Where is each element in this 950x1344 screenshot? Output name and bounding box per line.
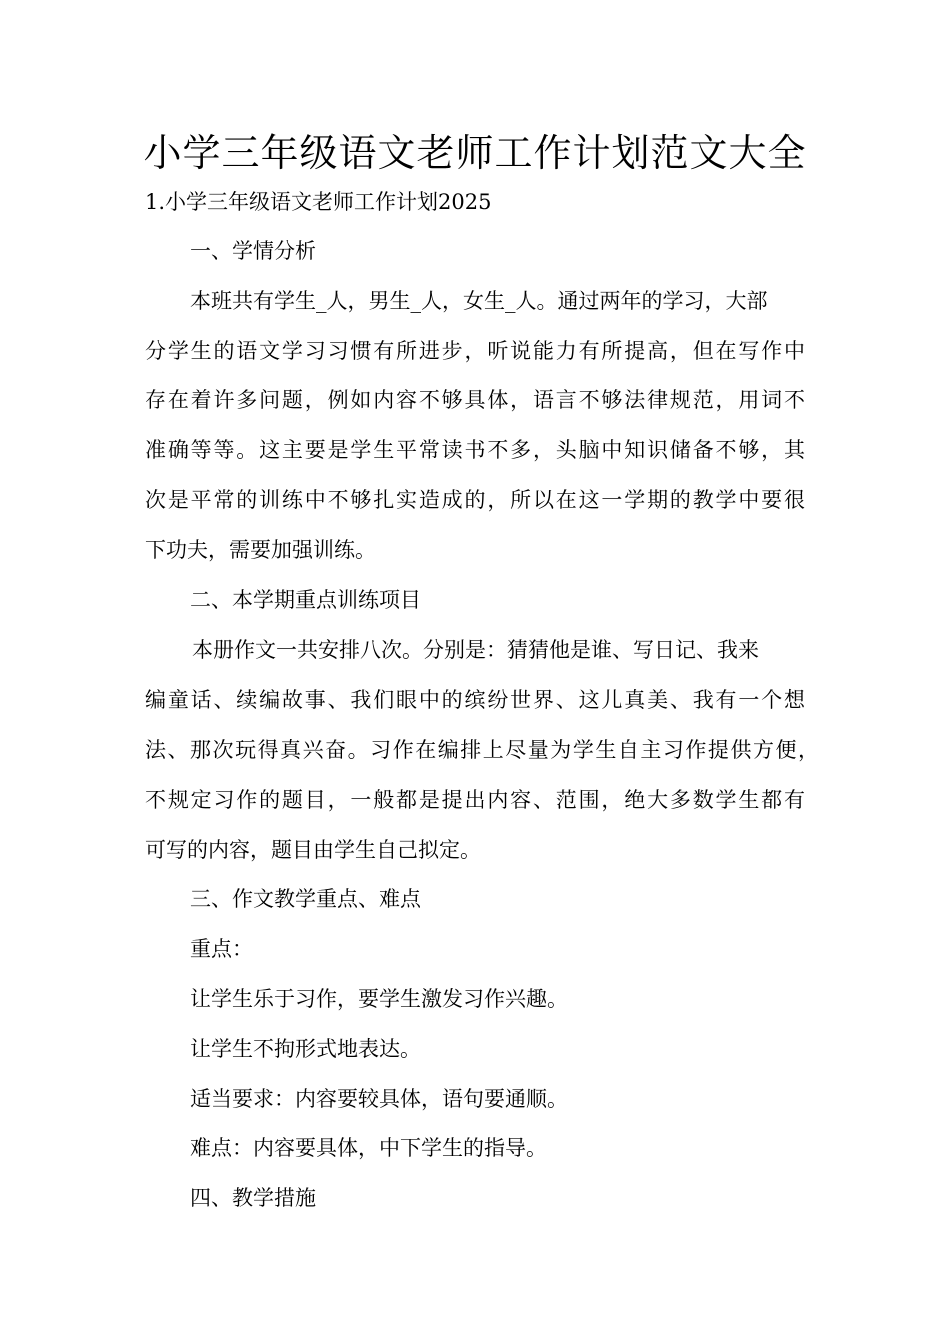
paragraph-line: 难点：内容要具体，中下学生的指导。 <box>190 1136 547 1160</box>
paragraph-line: 法、那次玩得真兴奋。习作在编排上尽量为学生自主习作提供方便， <box>145 738 819 762</box>
section-heading: 一、学情分析 <box>190 239 316 263</box>
paragraph-line: 本册作文一共安排八次。分别是：猜猜他是谁、写日记、我来 <box>192 638 759 662</box>
section-heading: 二、本学期重点训练项目 <box>190 588 421 612</box>
section-heading: 四、教学措施 <box>190 1186 316 1210</box>
paragraph-line: 适当要求：内容要较具体，语句要通顺。 <box>190 1087 568 1111</box>
paragraph-line: 可写的内容，题目由学生自己拟定。 <box>145 838 481 862</box>
paragraph-line: 让学生乐于习作，要学生激发习作兴趣。 <box>190 987 568 1011</box>
paragraph-line: 存在着许多问题，例如内容不够具体，语言不够法律规范，用词不 <box>145 388 805 412</box>
section-heading: 三、作文教学重点、难点 <box>190 887 421 911</box>
paragraph-line: 次是平常的训练中不够扎实造成的，所以在这一学期的教学中要很 <box>145 488 805 512</box>
paragraph-line: 分学生的语文学习习惯有所进步，听说能力有所提高，但在写作中 <box>145 339 805 363</box>
paragraph-line: 准确等等。这主要是学生平常读书不多，头脑中知识储备不够，其 <box>145 438 805 462</box>
paragraph-line: 让学生不拘形式地表达。 <box>190 1037 421 1061</box>
paragraph-line: 编童话、续编故事、我们眼中的缤纷世界、这儿真美、我有一个想 <box>145 688 805 712</box>
paragraph-line: 不规定习作的题目，一般都是提出内容、范围，绝大多数学生都有 <box>145 788 805 812</box>
document-title: 小学三年级语文老师工作计划范文大全 <box>143 131 807 175</box>
document-subtitle: 1.小学三年级语文老师工作计划2025 <box>145 190 492 214</box>
paragraph-line: 下功夫，需要加强训练。 <box>145 538 376 562</box>
paragraph-line: 本班共有学生_人，男生_人，女生_人。通过两年的学习，大部 <box>190 289 768 313</box>
paragraph-line: 重点： <box>190 937 253 961</box>
